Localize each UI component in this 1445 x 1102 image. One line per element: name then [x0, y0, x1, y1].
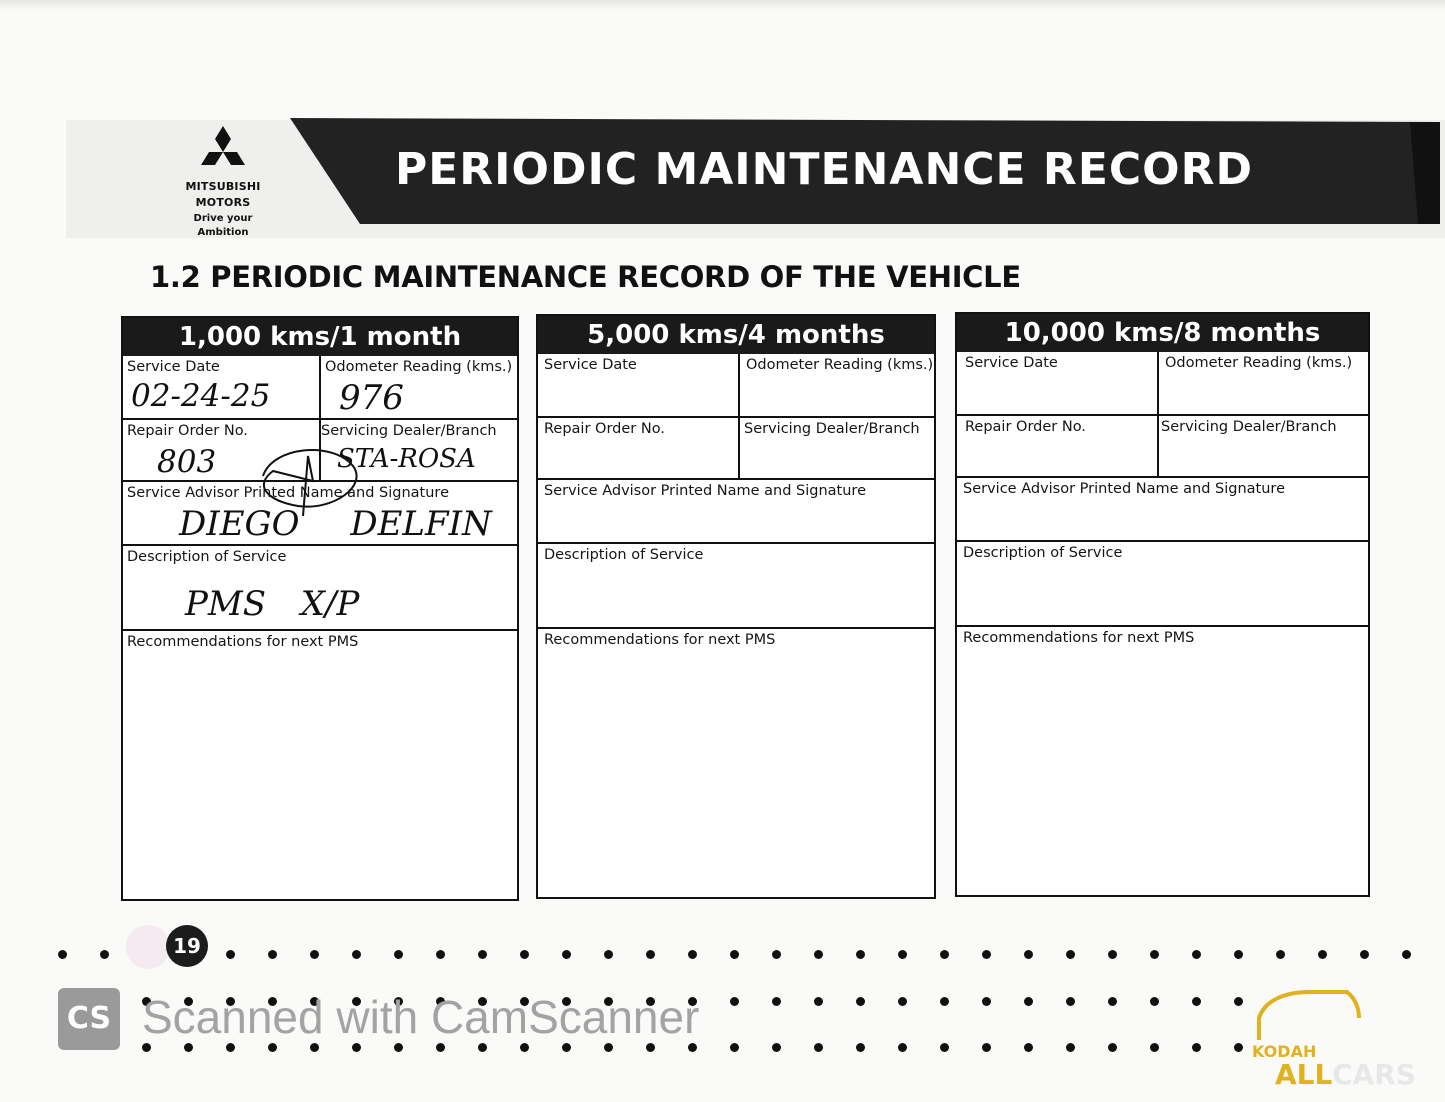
pattern-dot [520, 950, 529, 959]
scanner-watermark-text: Scanned with CamScanner [142, 991, 700, 1043]
maintenance-card-10000km [955, 312, 1370, 897]
car-outline-icon [1255, 988, 1365, 1044]
maintenance-card-5000km [536, 314, 936, 899]
description-label: Description of Service [127, 549, 287, 565]
dealer-label: Servicing Dealer/Branch [1161, 419, 1337, 435]
pattern-dot [1276, 950, 1285, 959]
service-date-value: 02-24-25 [131, 378, 271, 414]
advisor-label: Service Advisor Printed Name and Signature [544, 483, 866, 499]
pattern-dot [562, 950, 571, 959]
pattern-dot [856, 997, 865, 1006]
pattern-dot [520, 1043, 529, 1052]
pattern-dot [184, 1043, 193, 1052]
description-label: Description of Service [963, 545, 1123, 561]
service-date-label: Service Date [127, 359, 220, 375]
advisor-label: Service Advisor Printed Name and Signature [963, 481, 1285, 497]
pattern-dot [352, 1043, 361, 1052]
advisor-field[interactable] [957, 478, 1368, 540]
service-date-field[interactable] [123, 356, 319, 418]
odometer-value: 976 [339, 378, 404, 418]
pattern-dot [1318, 950, 1327, 959]
pattern-dot [982, 950, 991, 959]
repair-order-field[interactable] [538, 418, 738, 478]
pattern-dot [100, 950, 109, 959]
description-field[interactable] [123, 546, 517, 629]
service-date-label: Service Date [965, 355, 1058, 371]
pattern-dot [814, 997, 823, 1006]
service-date-field[interactable] [538, 354, 738, 416]
pattern-dot [688, 950, 697, 959]
card-heading: 10,000 kms/8 months [957, 314, 1368, 352]
pattern-dot [1360, 950, 1369, 959]
odometer-field[interactable] [1159, 352, 1368, 414]
pattern-dot [1066, 1043, 1075, 1052]
pattern-dot [898, 950, 907, 959]
dealer-field[interactable] [1159, 416, 1368, 476]
pattern-dot [394, 1043, 403, 1052]
advisor-value: DIEGO DELFIN [179, 504, 492, 544]
brand-tagline: Drive your Ambition [193, 213, 253, 238]
pattern-dot [562, 1043, 571, 1052]
pattern-dot [1024, 950, 1033, 959]
pattern-dot [982, 997, 991, 1006]
card-heading: 5,000 kms/4 months [538, 316, 934, 354]
pattern-dot [1234, 950, 1243, 959]
recommendations-field[interactable] [123, 631, 517, 899]
watermark-kodah: KODAH [1252, 1042, 1317, 1061]
page-number-shadow [126, 925, 170, 969]
pattern-dot [310, 950, 319, 959]
pattern-dot [1234, 997, 1243, 1006]
pattern-dot [604, 950, 613, 959]
pattern-dot [730, 997, 739, 1006]
repair-order-field[interactable] [957, 416, 1157, 476]
page-title: PERIODIC MAINTENANCE RECORD [395, 144, 1253, 195]
pattern-dot [1024, 997, 1033, 1006]
pattern-dot [436, 1043, 445, 1052]
pattern-dot [982, 1043, 991, 1052]
odometer-label: Odometer Reading (kms.) [325, 359, 513, 375]
pattern-dot [688, 1043, 697, 1052]
pattern-dot [898, 997, 907, 1006]
scan-top-edge [0, 0, 1445, 10]
repair-order-value: 803 [157, 444, 217, 480]
pattern-dot [772, 950, 781, 959]
pattern-dot [856, 950, 865, 959]
repair-order-label: Repair Order No. [965, 419, 1086, 435]
pattern-dot [940, 997, 949, 1006]
pattern-dot [1192, 950, 1201, 959]
pattern-dot [58, 950, 67, 959]
pattern-dot [940, 1043, 949, 1052]
pattern-dot [1108, 997, 1117, 1006]
dealer-label: Servicing Dealer/Branch [321, 423, 497, 439]
pattern-dot [310, 1043, 319, 1052]
pattern-dot [436, 950, 445, 959]
pattern-dot [268, 950, 277, 959]
page-number: 19 [166, 925, 208, 967]
recommendations-label: Recommendations for next PMS [544, 632, 776, 648]
brand-line2: MOTORS [195, 196, 251, 209]
pattern-dot [646, 950, 655, 959]
odometer-field[interactable] [740, 354, 936, 416]
section-heading: 1.2 PERIODIC MAINTENANCE RECORD OF THE VEHICLE [150, 260, 1021, 294]
pattern-dot [730, 1043, 739, 1052]
pattern-dot [226, 1043, 235, 1052]
pattern-dot [898, 1043, 907, 1052]
pattern-dot [1192, 997, 1201, 1006]
pattern-dot [478, 1043, 487, 1052]
brand-line1: MITSUBISHI [185, 180, 261, 193]
dealer-field[interactable] [740, 418, 936, 478]
odometer-label: Odometer Reading (kms.) [1165, 355, 1353, 371]
recommendations-field[interactable] [957, 627, 1368, 895]
pattern-dot [352, 950, 361, 959]
pattern-dot [1192, 1043, 1201, 1052]
pattern-dot [814, 950, 823, 959]
repair-order-label: Repair Order No. [544, 421, 665, 437]
odometer-label: Odometer Reading (kms.) [746, 357, 934, 373]
pattern-dot [268, 1043, 277, 1052]
dealer-label: Servicing Dealer/Branch [744, 421, 920, 437]
pattern-dot [604, 1043, 613, 1052]
recommendations-label: Recommendations for next PMS [127, 634, 359, 650]
pattern-dot [1150, 950, 1159, 959]
pattern-dot [1234, 1043, 1243, 1052]
pattern-dot [1108, 950, 1117, 959]
camscanner-icon: CS [58, 988, 120, 1050]
pattern-dot [856, 1043, 865, 1052]
pattern-dot [478, 950, 487, 959]
pattern-dot [1066, 997, 1075, 1006]
pattern-dot [1150, 1043, 1159, 1052]
description-value: PMS X/P [185, 584, 360, 624]
pattern-dot [394, 950, 403, 959]
description-label: Description of Service [544, 547, 704, 563]
pattern-dot [646, 1043, 655, 1052]
pattern-dot [1024, 1043, 1033, 1052]
card-heading: 1,000 kms/1 month [123, 318, 517, 356]
description-field[interactable] [957, 542, 1368, 625]
dealer-value: STA-ROSA [337, 444, 476, 474]
pattern-dot [940, 950, 949, 959]
odometer-field[interactable] [321, 356, 517, 418]
three-diamonds-icon [193, 124, 253, 178]
signature-scribble [243, 436, 383, 526]
repair-order-label: Repair Order No. [127, 423, 248, 439]
pattern-dot [772, 1043, 781, 1052]
watermark-all: ALL [1275, 1058, 1333, 1091]
pattern-dot [1150, 997, 1159, 1006]
pattern-dot [1402, 950, 1411, 959]
pattern-dot [142, 1043, 151, 1052]
advisor-label: Service Advisor Printed Name and Signature [127, 485, 449, 501]
mitsubishi-logo [168, 124, 278, 240]
maintenance-card-1000km [121, 316, 519, 901]
service-date-field[interactable] [957, 352, 1157, 414]
pattern-dot [226, 950, 235, 959]
pattern-dot [814, 1043, 823, 1052]
pattern-dot [1108, 1043, 1117, 1052]
watermark-cars: CARS [1332, 1058, 1416, 1091]
pattern-dot [730, 950, 739, 959]
service-date-label: Service Date [544, 357, 637, 373]
description-field[interactable] [538, 544, 934, 627]
pattern-dot [772, 997, 781, 1006]
advisor-field[interactable] [538, 480, 934, 542]
pattern-dot [1066, 950, 1075, 959]
recommendations-label: Recommendations for next PMS [963, 630, 1195, 646]
recommendations-field[interactable] [538, 629, 934, 897]
